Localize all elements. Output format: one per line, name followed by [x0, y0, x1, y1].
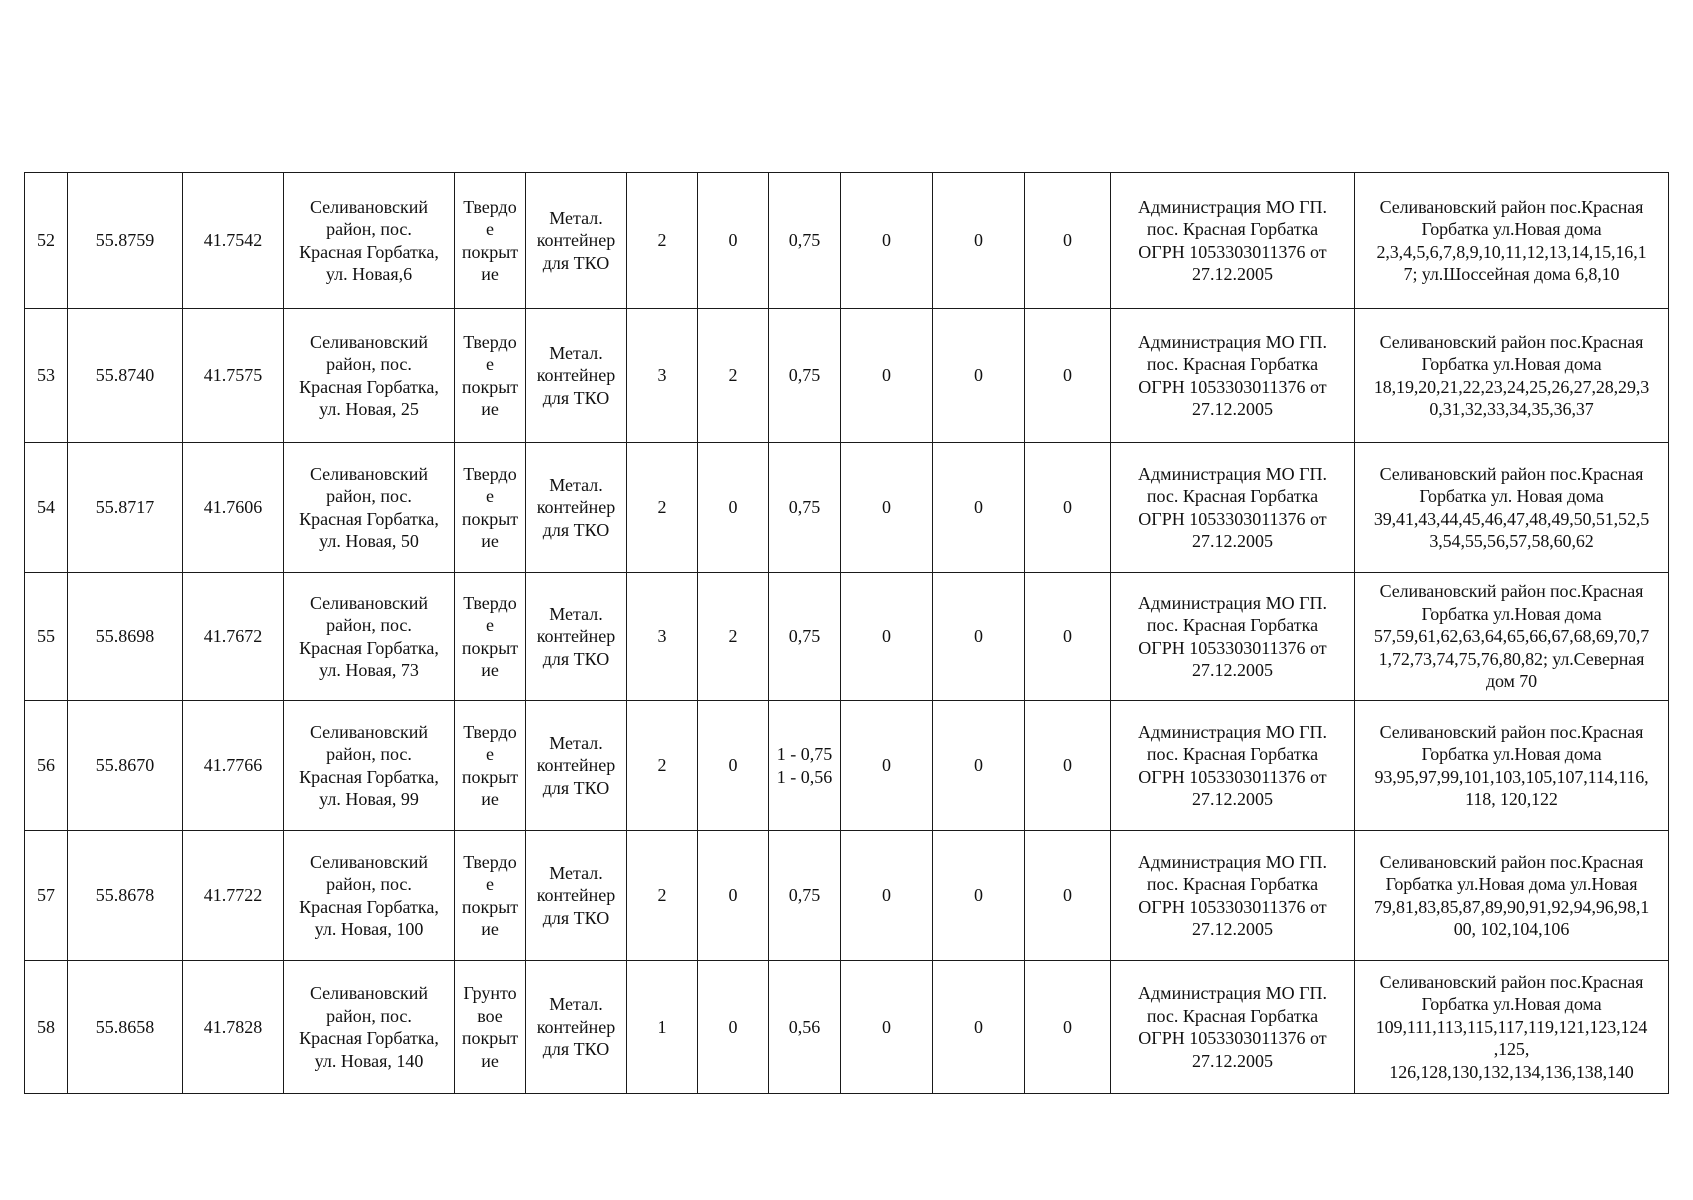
- container-volume-cell: [769, 443, 841, 573]
- served-addresses-cell-line: 79,81,83,85,87,89,90,91,92,94,96,98,1: [1373, 896, 1650, 917]
- row-number: 54: [25, 443, 68, 573]
- owner-cell-line: ОГРН 1053303011376 от: [1138, 241, 1327, 262]
- container-type-cell-line: контейнер: [536, 626, 616, 647]
- served-addresses-cell: [1355, 573, 1669, 701]
- latitude-cell: 55.8717: [68, 443, 183, 573]
- surface-type-cell-line: покрыт: [461, 1028, 519, 1048]
- surface-type-cell-line: Твердо: [463, 331, 517, 352]
- bunker-planned-cell: 0: [933, 309, 1025, 443]
- site-address-cell-line: ул. Новая, 73: [319, 660, 419, 680]
- container-count-cell: 2: [627, 443, 698, 573]
- site-address-cell-line: ул. Новая, 100: [314, 919, 424, 939]
- owner-cell: [1111, 443, 1355, 573]
- site-address-cell-line: район, пос.: [326, 219, 412, 239]
- site-address-cell-line: ул. Новая, 99: [319, 789, 419, 809]
- owner-cell-line: Администрация МО ГП.: [1138, 592, 1327, 613]
- served-addresses-cell-line: Селивановский район пос.Красная: [1379, 851, 1644, 872]
- longitude-cell: 41.7722: [183, 831, 284, 961]
- planned-count-cell: 0: [698, 831, 769, 961]
- surface-type-cell-line: покрыт: [461, 766, 519, 787]
- served-addresses-cell: [1355, 961, 1669, 1094]
- container-type-cell-line: контейнер: [536, 365, 616, 386]
- bunker-volume-cell: 0: [1025, 961, 1111, 1094]
- container-type-cell-line: для ТКО: [542, 387, 610, 408]
- table-row: [25, 831, 1669, 961]
- bunker-count-cell: 0: [841, 173, 933, 309]
- container-type-cell: [526, 309, 627, 443]
- row-number: 58: [25, 961, 68, 1094]
- owner-cell-line: ОГРН 1053303011376 от: [1138, 896, 1327, 917]
- container-volume-cell: [769, 961, 841, 1094]
- surface-type-cell-line: е: [486, 219, 494, 239]
- container-type-cell-line: контейнер: [536, 1016, 616, 1037]
- waste-site-registry-table: [24, 172, 1669, 1094]
- bunker-volume-cell: 0: [1025, 831, 1111, 961]
- site-address-cell-line: Красная Горбатка,: [299, 896, 439, 917]
- surface-type-cell-line: покрыт: [461, 508, 519, 529]
- container-count-cell: 3: [627, 309, 698, 443]
- container-volume-cell-line: 0,56: [788, 1016, 821, 1037]
- container-type-cell-line: Метал.: [549, 342, 603, 363]
- owner-cell: [1111, 173, 1355, 309]
- bunker-volume-cell: 0: [1025, 443, 1111, 573]
- surface-type-cell: [455, 573, 526, 701]
- served-addresses-cell-line: дом 70: [1485, 671, 1538, 692]
- served-addresses-cell-line: 3,54,55,56,57,58,60,62: [1429, 531, 1594, 551]
- bunker-planned-cell: 0: [933, 831, 1025, 961]
- surface-type-cell-line: ие: [481, 1050, 499, 1071]
- served-addresses-cell-line: Горбатка ул. Новая дома: [1419, 486, 1604, 506]
- served-addresses-cell-line: Селивановский район пос.Красная: [1379, 331, 1644, 352]
- latitude-cell: 55.8678: [68, 831, 183, 961]
- site-address-cell: [284, 443, 455, 573]
- row-number: 55: [25, 573, 68, 701]
- served-addresses-cell: [1355, 831, 1669, 961]
- container-volume-cell-line: 0,75: [788, 497, 821, 518]
- site-address-cell-line: Селивановский: [309, 592, 429, 613]
- container-volume-cell-line: 1 - 0,75: [776, 744, 833, 764]
- owner-cell-line: ОГРН 1053303011376 от: [1138, 766, 1327, 787]
- latitude-cell: 55.8698: [68, 573, 183, 701]
- longitude-cell: 41.7575: [183, 309, 284, 443]
- served-addresses-cell-line: 00, 102,104,106: [1453, 919, 1570, 939]
- container-type-cell-line: Метал.: [549, 474, 603, 495]
- container-count-cell: 3: [627, 573, 698, 701]
- bunker-count-cell: 0: [841, 701, 933, 831]
- site-address-cell-line: ул. Новая, 50: [319, 531, 419, 551]
- served-addresses-cell-line: Селивановский район пос.Красная: [1379, 196, 1644, 217]
- container-volume-cell: [769, 701, 841, 831]
- owner-cell-line: 27.12.2005: [1192, 399, 1273, 419]
- site-address-cell: [284, 173, 455, 309]
- container-volume-cell-line: 0,75: [788, 626, 821, 647]
- container-volume-cell-line: 0,75: [788, 365, 821, 386]
- container-type-cell-line: для ТКО: [542, 252, 610, 273]
- owner-cell-line: Администрация МО ГП.: [1138, 983, 1327, 1003]
- owner-cell-line: Администрация МО ГП.: [1138, 331, 1327, 352]
- container-type-cell: [526, 701, 627, 831]
- site-address-cell-line: район, пос.: [326, 486, 412, 506]
- owner-cell-line: пос. Красная Горбатка: [1146, 1005, 1319, 1026]
- site-address-cell-line: Красная Горбатка,: [299, 508, 439, 529]
- owner-cell-line: Администрация МО ГП.: [1138, 463, 1327, 484]
- served-addresses-cell-line: 7; ул.Шоссейная дома 6,8,10: [1403, 264, 1620, 284]
- planned-count-cell: 2: [698, 309, 769, 443]
- container-type-cell-line: контейнер: [536, 230, 616, 251]
- container-count-cell: 2: [627, 701, 698, 831]
- container-type-cell: [526, 173, 627, 309]
- site-address-cell-line: район, пос.: [326, 354, 412, 374]
- bunker-count-cell: 0: [841, 443, 933, 573]
- served-addresses-cell: [1355, 309, 1669, 443]
- container-type-cell-line: Метал.: [549, 732, 603, 753]
- served-addresses-cell-line: 109,111,113,115,117,119,121,123,124: [1375, 1016, 1648, 1037]
- served-addresses-cell-line: 93,95,97,99,101,103,105,107,114,116,: [1374, 766, 1649, 787]
- served-addresses-cell-line: 118, 120,122: [1465, 789, 1558, 809]
- surface-type-cell-line: покрыт: [461, 896, 519, 917]
- served-addresses-cell: [1355, 173, 1669, 309]
- surface-type-cell-line: е: [486, 354, 494, 374]
- table-row: [25, 701, 1669, 831]
- planned-count-cell: 0: [698, 961, 769, 1094]
- site-address-cell-line: Красная Горбатка,: [299, 241, 439, 262]
- site-address-cell: [284, 573, 455, 701]
- served-addresses-cell-line: Горбатка ул.Новая дома: [1421, 219, 1602, 239]
- container-type-cell: [526, 831, 627, 961]
- longitude-cell: 41.7606: [183, 443, 284, 573]
- surface-type-cell-line: Твердо: [463, 463, 517, 484]
- planned-count-cell: 0: [698, 443, 769, 573]
- site-address-cell-line: Красная Горбатка,: [299, 637, 439, 658]
- site-address-cell-line: Красная Горбатка,: [299, 1028, 439, 1048]
- planned-count-cell: 2: [698, 573, 769, 701]
- surface-type-cell-line: вое: [477, 1005, 503, 1026]
- container-type-cell-line: для ТКО: [542, 519, 610, 540]
- bunker-volume-cell: 0: [1025, 573, 1111, 701]
- bunker-planned-cell: 0: [933, 173, 1025, 309]
- latitude-cell: 55.8740: [68, 309, 183, 443]
- surface-type-cell-line: покрыт: [461, 376, 519, 397]
- longitude-cell: 41.7828: [183, 961, 284, 1094]
- container-type-cell: [526, 961, 627, 1094]
- served-addresses-cell-line: 57,59,61,62,63,64,65,66,67,68,69,70,7: [1373, 626, 1650, 647]
- owner-cell: [1111, 573, 1355, 701]
- owner-cell-line: пос. Красная Горбатка: [1146, 219, 1319, 239]
- owner-cell-line: 27.12.2005: [1192, 531, 1273, 551]
- site-address-cell-line: Красная Горбатка,: [299, 376, 439, 397]
- site-address-cell-line: Селивановский: [309, 983, 429, 1003]
- surface-type-cell-line: Твердо: [463, 721, 517, 742]
- surface-type-cell: [455, 831, 526, 961]
- owner-cell-line: Администрация МО ГП.: [1138, 196, 1327, 217]
- row-number: 56: [25, 701, 68, 831]
- served-addresses-cell-line: 18,19,20,21,22,23,24,25,26,27,28,29,3: [1373, 376, 1650, 397]
- container-type-cell-line: для ТКО: [542, 1039, 610, 1060]
- container-count-cell: 2: [627, 173, 698, 309]
- owner-cell-line: 27.12.2005: [1192, 919, 1273, 939]
- served-addresses-cell-line: Селивановский район пос.Красная: [1379, 581, 1644, 602]
- owner-cell-line: ОГРН 1053303011376 от: [1138, 376, 1327, 397]
- surface-type-cell-line: ие: [481, 531, 499, 551]
- site-address-cell-line: район, пос.: [326, 1005, 412, 1026]
- container-volume-cell-line: 1 - 0,56: [776, 766, 833, 787]
- site-address-cell: [284, 309, 455, 443]
- site-address-cell-line: ул. Новая,6: [325, 264, 413, 284]
- container-type-cell-line: Метал.: [549, 603, 603, 624]
- served-addresses-cell-line: Селивановский район пос.Красная: [1379, 971, 1644, 992]
- bunker-planned-cell: 0: [933, 443, 1025, 573]
- surface-type-cell-line: покрыт: [461, 241, 519, 262]
- owner-cell-line: 27.12.2005: [1192, 660, 1273, 680]
- served-addresses-cell-line: Селивановский район пос.Красная: [1379, 463, 1644, 484]
- site-address-cell-line: Селивановский: [309, 851, 429, 872]
- container-type-cell-line: Метал.: [549, 994, 603, 1015]
- planned-count-cell: 0: [698, 173, 769, 309]
- site-address-cell-line: Селивановский: [309, 463, 429, 484]
- container-volume-cell: [769, 173, 841, 309]
- served-addresses-cell-line: Горбатка ул.Новая дома ул.Новая: [1385, 874, 1638, 894]
- registry-sheet: [24, 172, 1668, 1094]
- container-volume-cell: [769, 831, 841, 961]
- served-addresses-cell: [1355, 701, 1669, 831]
- owner-cell-line: 27.12.2005: [1192, 264, 1273, 284]
- served-addresses-cell-line: 2,3,4,5,6,7,8,9,10,11,12,13,14,15,16,1: [1376, 241, 1647, 262]
- served-addresses-cell-line: Селивановский район пос.Красная: [1379, 721, 1644, 742]
- owner-cell-line: ОГРН 1053303011376 от: [1138, 1028, 1327, 1048]
- surface-type-cell-line: ие: [481, 660, 499, 680]
- planned-count-cell: 0: [698, 701, 769, 831]
- bunker-count-cell: 0: [841, 961, 933, 1094]
- surface-type-cell: [455, 443, 526, 573]
- bunker-planned-cell: 0: [933, 573, 1025, 701]
- container-count-cell: 1: [627, 961, 698, 1094]
- served-addresses-cell-line: 0,31,32,33,34,35,36,37: [1429, 399, 1594, 419]
- container-type-cell: [526, 573, 627, 701]
- site-address-cell: [284, 701, 455, 831]
- owner-cell-line: 27.12.2005: [1192, 1050, 1273, 1071]
- longitude-cell: 41.7542: [183, 173, 284, 309]
- site-address-cell-line: Селивановский: [309, 331, 429, 352]
- site-address-cell-line: район, пос.: [326, 744, 412, 764]
- served-addresses-cell: [1355, 443, 1669, 573]
- owner-cell-line: ОГРН 1053303011376 от: [1138, 637, 1327, 658]
- site-address-cell: [284, 831, 455, 961]
- container-type-cell-line: Метал.: [549, 207, 603, 228]
- surface-type-cell-line: е: [486, 486, 494, 506]
- served-addresses-cell-line: ,125,: [1493, 1039, 1530, 1060]
- surface-type-cell-line: Грунто: [463, 983, 517, 1003]
- owner-cell-line: пос. Красная Горбатка: [1146, 874, 1319, 894]
- surface-type-cell-line: ие: [481, 919, 499, 939]
- owner-cell-line: пос. Красная Горбатка: [1146, 486, 1319, 506]
- container-type-cell-line: контейнер: [536, 497, 616, 518]
- site-address-cell-line: Красная Горбатка,: [299, 766, 439, 787]
- served-addresses-cell-line: Горбатка ул.Новая дома: [1421, 603, 1602, 624]
- served-addresses-cell-line: 126,128,130,132,134,136,138,140: [1389, 1061, 1634, 1082]
- container-type-cell-line: для ТКО: [542, 777, 610, 798]
- surface-type-cell-line: покрыт: [461, 637, 519, 658]
- site-address-cell-line: район, пос.: [326, 874, 412, 894]
- served-addresses-cell-line: 39,41,43,44,45,46,47,48,49,50,51,52,5: [1373, 508, 1650, 529]
- container-type-cell-line: контейнер: [536, 755, 616, 776]
- container-type-cell: [526, 443, 627, 573]
- registry-body: [25, 173, 1669, 1094]
- site-address-cell-line: ул. Новая, 140: [314, 1050, 424, 1071]
- site-address-cell: [284, 961, 455, 1094]
- container-type-cell-line: Метал.: [549, 862, 603, 883]
- owner-cell-line: Администрация МО ГП.: [1138, 721, 1327, 742]
- bunker-count-cell: 0: [841, 831, 933, 961]
- bunker-planned-cell: 0: [933, 701, 1025, 831]
- latitude-cell: 55.8759: [68, 173, 183, 309]
- table-row: [25, 961, 1669, 1094]
- surface-type-cell-line: е: [486, 874, 494, 894]
- longitude-cell: 41.7766: [183, 701, 284, 831]
- bunker-count-cell: 0: [841, 309, 933, 443]
- latitude-cell: 55.8670: [68, 701, 183, 831]
- site-address-cell-line: Селивановский: [309, 721, 429, 742]
- container-volume-cell: [769, 573, 841, 701]
- owner-cell: [1111, 831, 1355, 961]
- container-type-cell-line: для ТКО: [542, 648, 610, 669]
- owner-cell-line: пос. Красная Горбатка: [1146, 354, 1319, 374]
- surface-type-cell: [455, 173, 526, 309]
- owner-cell-line: 27.12.2005: [1192, 789, 1273, 809]
- container-type-cell-line: для ТКО: [542, 907, 610, 928]
- bunker-volume-cell: 0: [1025, 173, 1111, 309]
- served-addresses-cell-line: Горбатка ул.Новая дома: [1421, 354, 1602, 374]
- owner-cell: [1111, 701, 1355, 831]
- container-type-cell-line: контейнер: [536, 885, 616, 906]
- surface-type-cell-line: ие: [481, 399, 499, 419]
- surface-type-cell-line: е: [486, 615, 494, 635]
- bunker-volume-cell: 0: [1025, 309, 1111, 443]
- bunker-volume-cell: 0: [1025, 701, 1111, 831]
- container-count-cell: 2: [627, 831, 698, 961]
- surface-type-cell-line: Твердо: [463, 592, 517, 613]
- bunker-count-cell: 0: [841, 573, 933, 701]
- owner-cell-line: Администрация МО ГП.: [1138, 851, 1327, 872]
- surface-type-cell: [455, 309, 526, 443]
- site-address-cell-line: ул. Новая, 25: [319, 399, 419, 419]
- surface-type-cell-line: ие: [481, 789, 499, 809]
- owner-cell-line: ОГРН 1053303011376 от: [1138, 508, 1327, 529]
- site-address-cell-line: район, пос.: [326, 615, 412, 635]
- surface-type-cell-line: е: [486, 744, 494, 764]
- row-number: 52: [25, 173, 68, 309]
- surface-type-cell-line: Твердо: [463, 196, 517, 217]
- owner-cell: [1111, 309, 1355, 443]
- container-volume-cell-line: 0,75: [788, 230, 821, 251]
- container-volume-cell-line: 0,75: [788, 885, 821, 906]
- container-volume-cell: [769, 309, 841, 443]
- longitude-cell: 41.7672: [183, 573, 284, 701]
- table-row: [25, 309, 1669, 443]
- table-row: [25, 573, 1669, 701]
- table-row: [25, 173, 1669, 309]
- table-row: [25, 443, 1669, 573]
- surface-type-cell: [455, 961, 526, 1094]
- served-addresses-cell-line: Горбатка ул.Новая дома: [1421, 994, 1602, 1015]
- owner-cell-line: пос. Красная Горбатка: [1146, 615, 1319, 635]
- surface-type-cell-line: ие: [481, 264, 499, 284]
- row-number: 57: [25, 831, 68, 961]
- owner-cell: [1111, 961, 1355, 1094]
- surface-type-cell-line: Твердо: [463, 851, 517, 872]
- latitude-cell: 55.8658: [68, 961, 183, 1094]
- surface-type-cell: [455, 701, 526, 831]
- row-number: 53: [25, 309, 68, 443]
- owner-cell-line: пос. Красная Горбатка: [1146, 744, 1319, 764]
- served-addresses-cell-line: 1,72,73,74,75,76,80,82; ул.Северная: [1378, 648, 1645, 669]
- bunker-planned-cell: 0: [933, 961, 1025, 1094]
- site-address-cell-line: Селивановский: [309, 196, 429, 217]
- served-addresses-cell-line: Горбатка ул.Новая дома: [1421, 744, 1602, 764]
